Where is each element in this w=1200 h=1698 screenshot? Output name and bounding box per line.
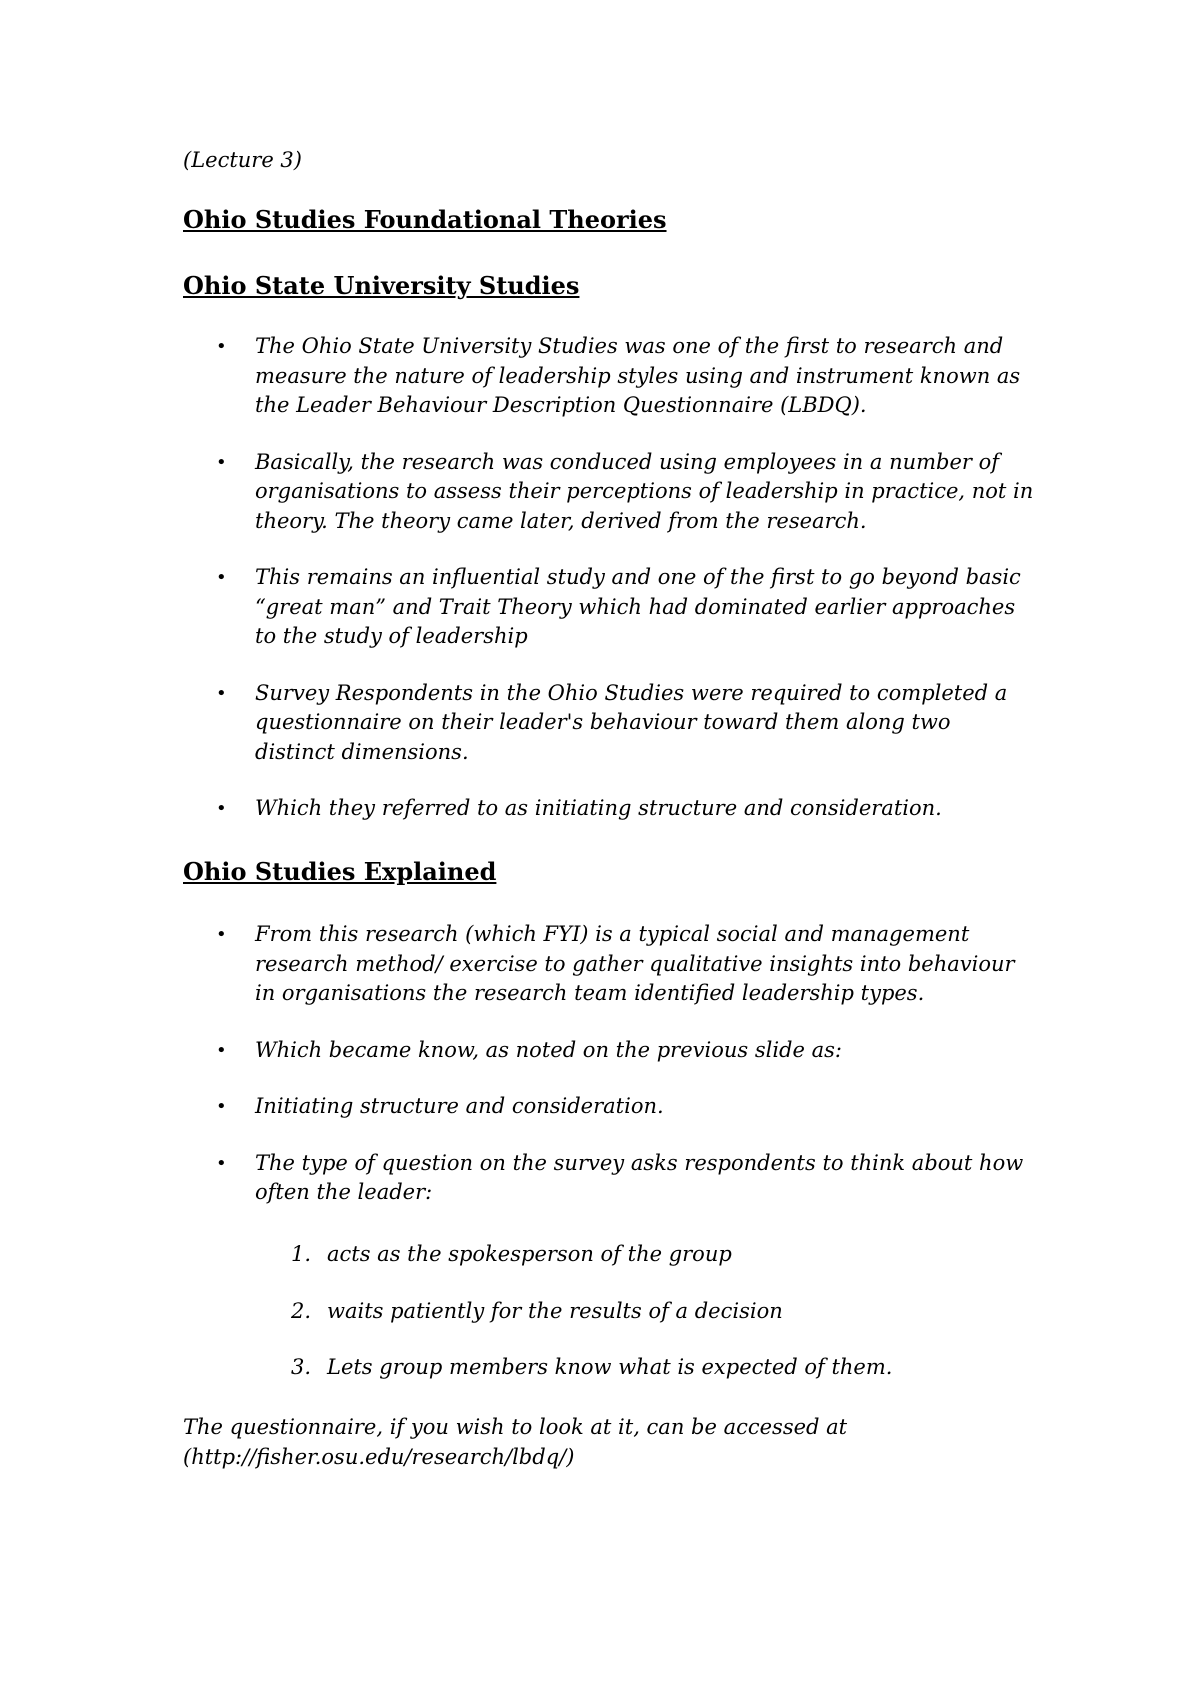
list-item: [0, 1149, 1035, 1208]
closing-paragraph: [183, 1412, 1003, 1472]
list-item: [0, 563, 1035, 652]
bullet-icon: •: [216, 924, 227, 945]
list-item-text: Which they referred to as initiating structure and consideration.: [255, 796, 942, 820]
list-item: [0, 448, 1035, 537]
item-number: 3.: [291, 1355, 312, 1379]
list-item-text: Which became know, as noted on the previous slide as:: [255, 1037, 842, 1062]
numbered-item: [0, 1240, 1027, 1270]
bullet-list-explained: [0, 920, 1035, 1235]
bullet-icon: •: [216, 798, 227, 819]
closing-text: The questionnaire, if you wish to look at it, can be accessed at: [183, 1415, 848, 1439]
list-item: [0, 1036, 1035, 1066]
bullet-list-ohio-state: [0, 332, 1035, 851]
list-item: [0, 332, 1035, 421]
numbered-item-text: acts as the spokesperson of the group: [327, 1242, 732, 1266]
list-item-text: Survey Respondents in the Ohio Studies were required to completed a questionnaire on their leader's behaviour toward them along two distinct dimensions.: [255, 680, 1008, 764]
list-item: [0, 1092, 1035, 1122]
numbered-item-text: Lets group members know what is expected of them.: [327, 1355, 893, 1379]
list-item-text: Basically, the research was conduced using employees in a number of organisations to assess their perceptions of leadership in practice, not in theory. The theory came later, derived from the research.: [255, 449, 1034, 533]
list-item: [0, 679, 1035, 768]
numbered-item: [0, 1297, 1027, 1327]
list-item-text: The Ohio State University Studies was one of the first to research and measure the nature of leadership styles using and instrument known as the Leader Behaviour Description Questionnaire (LBDQ).: [255, 334, 1021, 417]
bullet-icon: •: [216, 1039, 227, 1061]
item-number: 1.: [291, 1242, 312, 1266]
section-heading-ohio-state: Ohio State University Studies: [183, 271, 580, 300]
list-item-text: From this research (which FYI) is a typical social and management research method/ exercise to gather qualitative insights into behaviour in organisations the research team identified leadership types.: [255, 922, 1015, 1005]
bullet-icon: •: [216, 567, 227, 588]
page-title: Ohio Studies Foundational Theories: [183, 205, 667, 234]
bullet-icon: •: [216, 682, 227, 704]
numbered-item: [0, 1353, 1027, 1383]
list-item-text: The type of question on the survey asks respondents to think about how often the leader:: [255, 1150, 1024, 1204]
section-heading-explained: Ohio Studies Explained: [183, 857, 497, 886]
bullet-icon: •: [216, 1096, 227, 1117]
item-number: 2.: [291, 1298, 312, 1323]
list-item-text: This remains an influential study and one of the first to go beyond basic “great man” and Trait Theory which had dominated earlier approaches to the study of leadership: [255, 565, 1021, 648]
list-item: [0, 794, 1035, 824]
list-item: [0, 920, 1035, 1009]
bullet-icon: •: [216, 1152, 227, 1174]
numbered-item-text: waits patiently for the results of a decision: [327, 1298, 783, 1323]
questionnaire-link: (http://fisher.osu.edu/research/lbdq/): [183, 1445, 575, 1469]
lecture-label: (Lecture 3): [183, 148, 302, 172]
bullet-icon: •: [216, 336, 227, 357]
bullet-icon: •: [216, 451, 227, 473]
list-item-text: Initiating structure and consideration.: [255, 1094, 664, 1118]
numbered-list-survey-questions: [0, 1240, 1027, 1410]
